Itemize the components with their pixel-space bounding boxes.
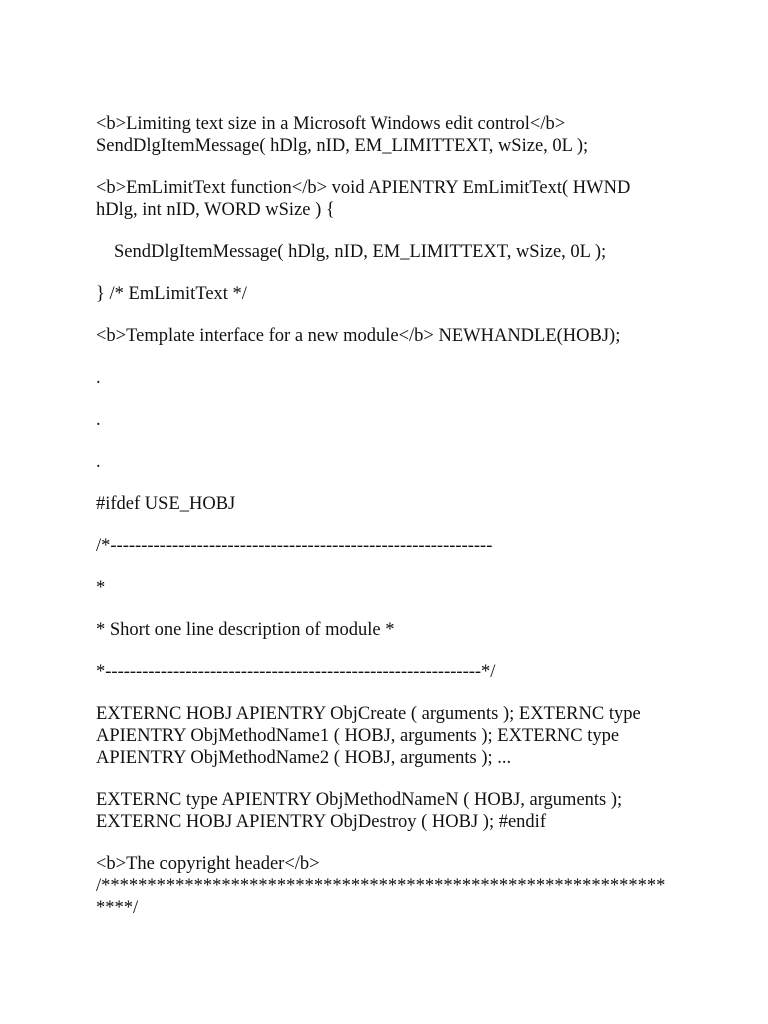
text-line: EXTERNC HOBJ APIENTRY ObjCreate ( arguments ); EXTERNC type [96,704,641,724]
text-line: EXTERNC type APIENTRY ObjMethodNameN ( HOBJ, arguments ); [96,790,623,810]
paragraph-comment-close [96,661,686,683]
text-line: <b>EmLimitText function</b> void APIENTRY EmLimitText( HWND [96,178,631,198]
text-line: #ifdef USE_HOBJ [96,494,236,514]
paragraph-dot [96,451,686,473]
paragraph-comment-star [96,577,686,599]
paragraph-extern-declarations-end [96,789,686,833]
text-line: . [96,452,101,472]
text-line: *-------------------------------------------------------------*/ [96,662,496,682]
paragraph-dot [96,409,686,431]
text-line: <b>Limiting text size in a Microsoft Windows edit control</b> [96,114,566,134]
paragraph-emlimittext-function [96,177,686,221]
text-line: EXTERNC HOBJ APIENTRY ObjDestroy ( HOBJ ); #endif [96,812,546,832]
text-line: hDlg, int nID, WORD wSize ) { [96,200,335,220]
paragraph-comment-open [96,535,686,557]
text-line: APIENTRY ObjMethodName1 ( HOBJ, arguments ); EXTERNC type [96,726,620,746]
paragraph-template-interface [96,325,686,347]
paragraph-limiting-text [96,113,686,157]
text-line: SendDlgItemMessage( hDlg, nID, EM_LIMITTEXT, wSize, 0L ); [96,136,589,156]
document-body [96,113,686,939]
paragraph-module-description [96,619,686,641]
text-line: * [96,578,106,598]
text-line: /************************************************************* [96,876,666,896]
text-line: . [96,410,101,430]
text-line: . [96,368,101,388]
paragraph-function-end [96,283,686,305]
text-line: } /* EmLimitText */ [96,284,247,304]
text-line: /*-------------------------------------------------------------- [96,536,493,556]
paragraph-ifdef [96,493,686,515]
text-line: * Short one line description of module * [96,620,395,640]
text-line: ****/ [96,898,139,918]
text-line: <b>Template interface for a new module</b> NEWHANDLE(HOBJ); [96,326,621,346]
paragraph-copyright-header [96,853,686,919]
paragraph-dot [96,367,686,389]
paragraph-function-body [96,241,686,263]
text-line: APIENTRY ObjMethodName2 ( HOBJ, arguments ); ... [96,748,512,768]
text-line: SendDlgItemMessage( hDlg, nID, EM_LIMITTEXT, wSize, 0L ); [114,242,607,262]
paragraph-extern-declarations [96,703,686,769]
text-line: <b>The copyright header</b> [96,854,320,874]
